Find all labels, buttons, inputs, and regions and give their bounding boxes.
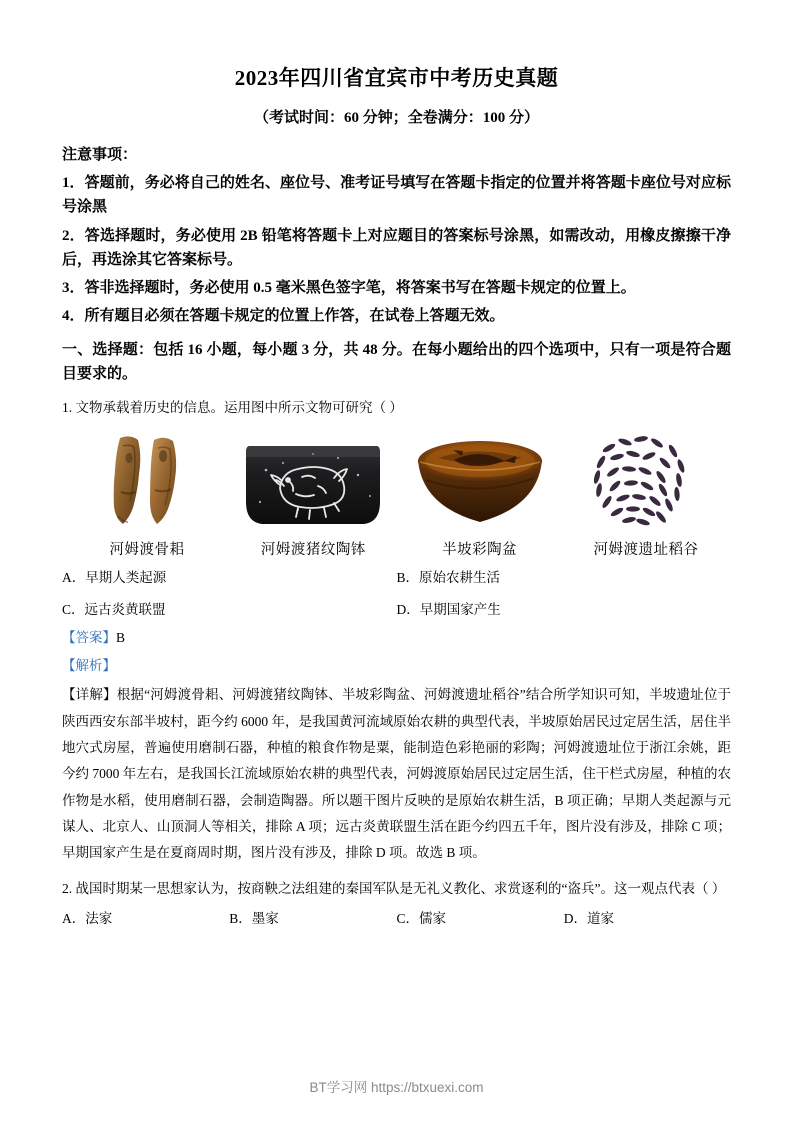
- question-1-options-row2: [62, 597, 731, 623]
- figure-bone-tool: [72, 430, 222, 559]
- figure-caption-rice-grains: 河姆渡遗址稻谷: [593, 542, 699, 558]
- answer-label: 【答案】: [62, 629, 116, 645]
- rice-grains-icon: [571, 430, 721, 530]
- question-1-option-a[interactable]: A．早期人类起源: [62, 570, 167, 585]
- bone-tool-icon: [72, 430, 222, 530]
- question-2-option-d[interactable]: D．道家: [563, 911, 614, 927]
- notice-item-4: 4．所有题目必须在答题卡规定的位置上作答，在试卷上答题无效。: [62, 308, 505, 325]
- question-2-options: [62, 906, 731, 932]
- question-1-options: [62, 565, 731, 591]
- question-1-option-b[interactable]: B．原始农耕生活: [396, 570, 501, 585]
- section-heading-multiple-choice: 一、选择题：包括 16 小题，每小题 3 分，共 48 分。在每小题给出的四个选项中，只有一项是符合题目要求的。: [62, 341, 731, 383]
- figure-rice-grains: [571, 430, 721, 559]
- question-2-option-c[interactable]: C．儒家: [396, 911, 447, 927]
- figure-caption-painted-basin: 半坡彩陶盆: [442, 542, 518, 558]
- question-2-option-a[interactable]: A．法家: [62, 911, 113, 927]
- question-1-stem: 1. 文物承载着历史的信息。运用图中所示文物可研究（ ）: [62, 400, 403, 416]
- question-1-analysis-label: 【解析】: [62, 657, 116, 673]
- painted-pottery-basin-icon: [405, 430, 555, 530]
- notice-item-1: 1．答题前，务必将自己的姓名、座位号、准考证号填写在答题卡指定的位置并将答题卡座位号对应标号涂黑: [62, 175, 731, 216]
- question-1-figure-row: [62, 430, 731, 559]
- notice-item-3: 3．答非选择题时，务必使用 0.5 毫米黑色签字笔，将答案书写在答题卡规定的位置上。: [62, 280, 636, 297]
- question-1-detail: 【详解】根据“河姆渡骨耜、河姆渡猪纹陶钵、半坡彩陶盆、河姆渡遗址稻谷”结合所学知识可知，半坡遗址位于陕西西安东部半坡村，距今约 6000 年，是我国黄河流域原始农耕的典型代表，半坡原始居民过定居生活，居住半地穴式房屋，普遍使用磨制石器，种植的粮食作物是粟，能制造色彩艳丽的彩陶；河姆渡遗址位于浙江余姚，距今约 7000 年左右，是我国长江流域原始农耕的典型代表，河姆渡原始居民过定居生活，住干栏式房屋，种植的农作物是水稻，使用磨制石器，会制造陶器。所以题干图片反映的是原始农耕生活，B 项正确；早期人类起源与元谋人、北京人、山顶洞人等相关，排除 A 项；远古炎黄联盟生活在距今约四五千年，图片没有涉及，排除 C 项；早期国家产生是在夏商周时期，图片没有涉及，排除 D 项。故选 B 项。: [62, 687, 731, 861]
- question-2-stem: 2. 战国时期某一思想家认为，按商鞅之法组建的秦国军队是无礼义教化、求赏逐利的“盗兵”。这一观点代表（ ）: [62, 880, 726, 896]
- figure-caption-pig-bowl: 河姆渡猪纹陶钵: [260, 542, 366, 558]
- question-1-answer: [62, 624, 731, 652]
- question-1-option-d[interactable]: D．早期国家产生: [396, 602, 501, 618]
- answer-value: B: [116, 629, 126, 645]
- figure-pig-bowl: [238, 430, 388, 559]
- question-2-option-b[interactable]: B．墨家: [229, 911, 279, 927]
- figure-caption-bone-tool: 河姆渡骨耜: [109, 542, 185, 558]
- pig-pattern-bowl-icon: [238, 430, 388, 530]
- question-1-option-c[interactable]: C．远古炎黄联盟: [62, 602, 166, 618]
- footer-watermark: BT学习网 https://btxuexi.com: [309, 1080, 484, 1095]
- notice-item-2: 2．答选择题时，务必使用 2B 铅笔将答题卡上对应题目的答案标号涂黑，如需改动，用橡皮擦擦干净后，再选涂其它答案标号。: [62, 227, 731, 268]
- figure-painted-basin: [405, 430, 555, 559]
- exam-subtitle: （考试时间：60 分钟；全卷满分：100 分）: [253, 110, 539, 126]
- page-title: 2023年四川省宜宾市中考历史真题: [234, 66, 559, 90]
- notice-heading: 注意事项：: [62, 147, 138, 163]
